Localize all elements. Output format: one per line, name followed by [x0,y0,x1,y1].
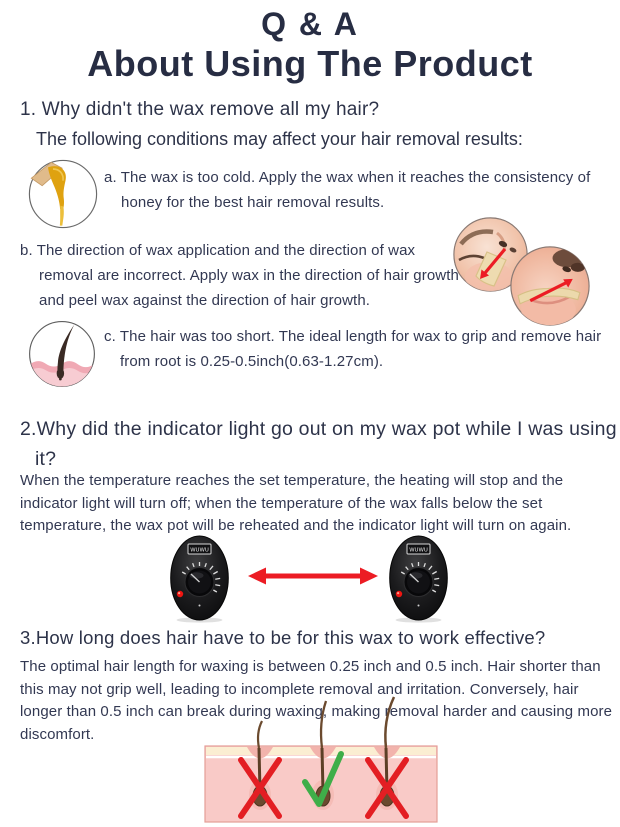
q1-question: 1. Why didn't the wax remove all my hair? [20,99,380,120]
page-title-line1: Q & A [261,6,359,42]
wax-pot-left-image [169,535,230,623]
pot-brand-label: WUWU [190,547,209,554]
long-hair [385,697,394,748]
q1-item-a-text: a. The wax is too cold. Apply the wax when it reaches the consistency of honey for the best hair removal results. [104,169,591,211]
double-arrow-icon [247,564,379,588]
q3-answer: The optimal hair length for waxing is between 0.25 inch and 0.5 inch. Hair shorter than this may not grip well, leading to incomplete removal and irritation. Conversely, hair longer than 0.5 inch can break during waxing, making removal harder and causing more discomfort. [20,658,613,743]
q1-item-c-text: c. The hair was too short. The ideal length for wax to grip and remove hair from root is 0.25-0.5inch(0.63-1.27cm). [104,328,602,370]
page-title-line2: About Using The Product [87,43,533,84]
q2-answer: When the temperature reaches the set temperature, the heating will stop and the indicator light will turn off; when the temperature of the wax falls below the set temperature, the wax pot will be reheated and the indicator light will turn on again. [20,472,572,534]
ideal-hair [321,701,326,748]
indicator-light [396,591,402,597]
wax-pot-right-image [388,535,449,623]
q1-intro: The following conditions may affect your hair removal results: [36,129,523,149]
indicator-light [177,591,183,597]
q3-question: 3.How long does hair have to be for this wax to work effective? [20,627,546,648]
skin-cross-section-diagram [195,696,447,827]
face-waxing-photo-peel [510,246,590,326]
wax-drip-icon [28,158,98,230]
q1-item-b-text: b. The direction of wax application and the direction of wax removal are incorrect. Apply wax in the direction of hair growth and peel wax against the direction of hair growth. [20,242,459,309]
q2-question: 2.Why did the indicator light go out on my wax pot while I was using it? [20,418,617,471]
hair-root-icon [28,315,96,393]
pot-brand-label: WUWU [409,547,428,554]
short-hair [258,721,262,748]
